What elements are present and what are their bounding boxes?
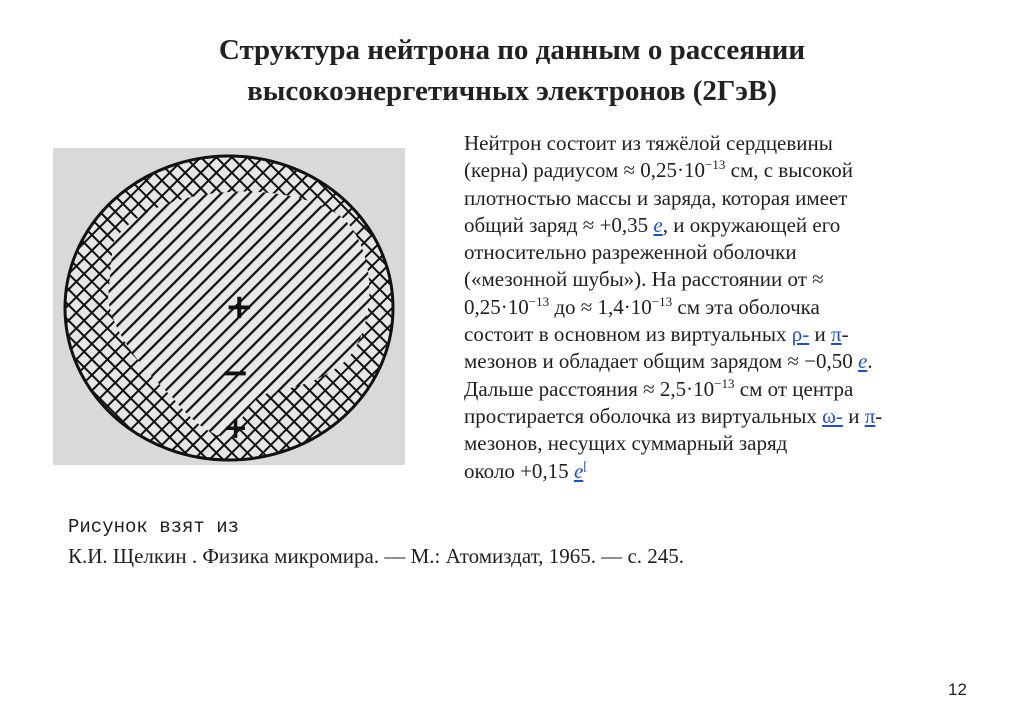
- core-region: [159, 258, 283, 362]
- electron-charge-link[interactable]: e: [653, 212, 663, 237]
- description-text: [464, 130, 964, 485]
- pi-meson-link[interactable]: π: [830, 322, 842, 347]
- text-line: [464, 376, 964, 403]
- text-segment: -: [841, 322, 849, 347]
- pi-meson-link[interactable]: π: [864, 403, 876, 428]
- text-segment: см эта оболочка: [672, 294, 820, 319]
- plus-sign-bottom: +: [223, 411, 249, 446]
- text-segment: см от центра: [734, 376, 854, 401]
- text-line: [464, 212, 964, 239]
- reference-link[interactable]: [: [583, 457, 588, 473]
- text-segment: (керна) радиусом ≈ 0,25·10: [464, 158, 706, 183]
- exponent: −13: [714, 375, 735, 391]
- text-segment: .: [867, 349, 873, 374]
- text-segment: Дальше расстояния ≈ 2,5·10: [464, 376, 715, 401]
- text-segment: -: [875, 403, 883, 428]
- text-line: [464, 430, 964, 457]
- title-line-1: Структура нейтрона по данным о рассеянии: [218, 34, 806, 66]
- text-segment: до ≈ 1,4·10: [549, 294, 652, 319]
- text-line: [464, 458, 964, 485]
- text-segment: («мезонной шубы»). На расстоянии от ≈: [464, 267, 824, 292]
- text-line: [464, 157, 964, 184]
- rho-meson-link[interactable]: ρ-: [791, 322, 810, 347]
- minus-sign: −: [221, 353, 250, 393]
- text-line: [464, 130, 964, 157]
- text-segment: и: [809, 322, 831, 347]
- text-segment: относительно разреженной оболочки: [464, 240, 797, 265]
- text-segment: мезонов, несущих суммарный заряд: [464, 431, 788, 456]
- title-line-2: высокоэнергетичных электронов (2ГэВ): [247, 75, 777, 107]
- neutron-structure-figure: [53, 148, 405, 465]
- text-segment: общий заряд ≈ +0,35: [464, 212, 654, 237]
- text-line: [464, 348, 964, 375]
- plus-sign-top: +: [225, 287, 254, 327]
- text-segment: Нейтрон состоит из тяжёлой сердцевины: [464, 131, 833, 155]
- omega-meson-link[interactable]: ω-: [822, 403, 843, 428]
- text-segment: состоит в основном из виртуальных: [464, 322, 792, 347]
- text-line: [464, 403, 964, 430]
- caption-line-2: К.И. Щелкин . Физика микромира. — М.: Атомиздат, 1965. — с. 245.: [68, 544, 685, 568]
- text-line: [464, 239, 964, 266]
- text-line: [464, 266, 964, 293]
- electron-charge-link[interactable]: e: [858, 349, 868, 374]
- text-segment: плотностью массы и заряда, которая имеет: [464, 185, 848, 210]
- caption-line-1: Рисунок взят из: [68, 516, 240, 538]
- electron-charge-link[interactable]: e: [573, 458, 584, 483]
- exponent: −13: [528, 293, 550, 309]
- text-segment: простирается оболочка из виртуальных: [464, 403, 823, 428]
- text-line: [464, 294, 964, 321]
- text-segment: 0,25·10: [464, 294, 529, 319]
- exponent: −13: [651, 293, 673, 309]
- text-segment: и: [842, 403, 865, 428]
- text-segment: , и окружающей его: [662, 212, 841, 237]
- exponent: −13: [705, 157, 726, 173]
- text-line: [464, 321, 964, 348]
- text-line: [464, 185, 964, 212]
- figure-caption: [68, 513, 684, 571]
- text-segment: см, с высокой: [725, 158, 854, 183]
- neutron-diagram: [53, 148, 405, 465]
- text-segment: мезонов и обладает общим зарядом ≈ −0,50: [464, 349, 858, 374]
- page-number: 12: [948, 680, 967, 699]
- slide-title: [0, 30, 1024, 112]
- text-segment: около +0,15: [464, 458, 574, 483]
